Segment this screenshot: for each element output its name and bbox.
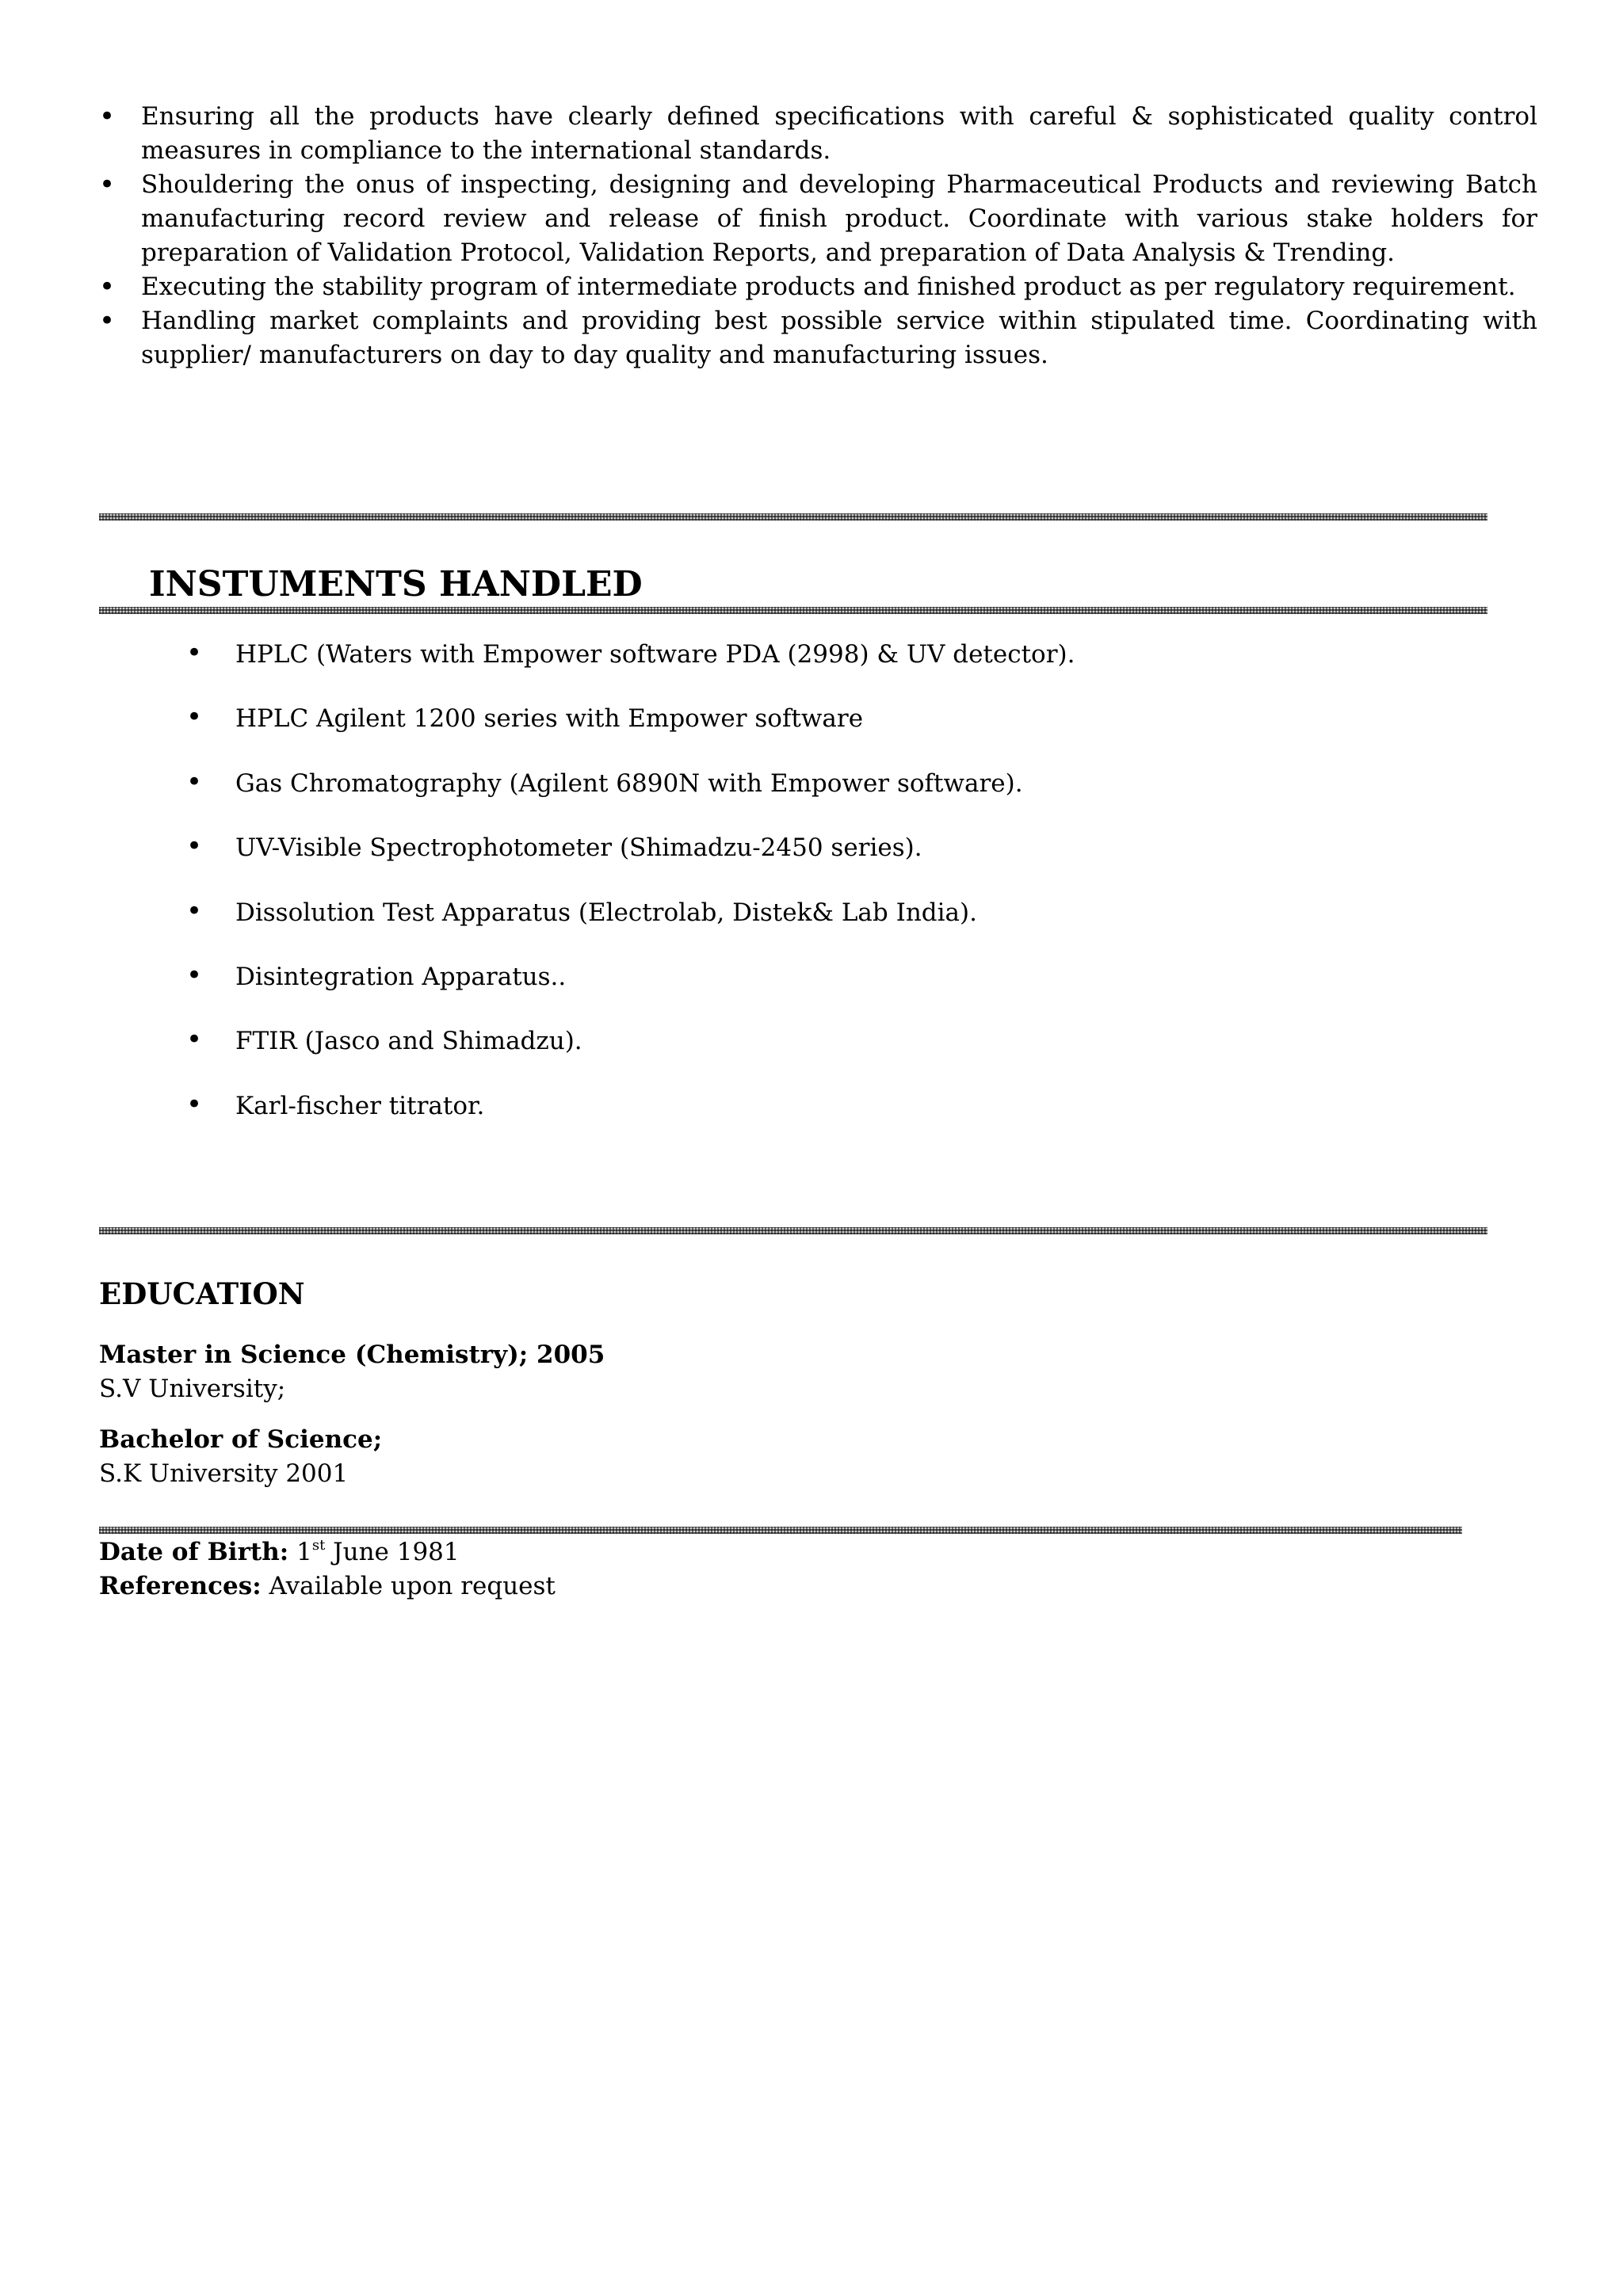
responsibility-text: Ensuring all the products have clearly defined specifications with careful & sophisticated quality control measures in compliance to the international standards. bbox=[141, 102, 1537, 165]
responsibility-text: Shouldering the onus of inspecting, designing and developing Pharmaceutical Products and reviewing Batch manufacturing record review and release of finish product. Coordinate with various stake holders for preparation of Validation Protocol, Validation Reports, and preparation of Data Analysis & Trending. bbox=[141, 170, 1537, 267]
bullet-icon: • bbox=[186, 830, 203, 863]
instrument-text: UV-Visible Spectrophotometer (Shimadzu-2450 series). bbox=[235, 833, 922, 863]
list-item bbox=[99, 100, 1537, 168]
bullet-icon: • bbox=[99, 271, 116, 303]
list-item bbox=[186, 896, 1075, 960]
instrument-text: FTIR (Jasco and Shimadzu). bbox=[235, 1027, 582, 1056]
education-entry bbox=[99, 1423, 382, 1491]
bullet-icon: • bbox=[99, 101, 116, 132]
list-item bbox=[99, 168, 1537, 270]
education-entry bbox=[99, 1338, 605, 1406]
bullet-icon: • bbox=[99, 305, 116, 337]
section-divider bbox=[99, 1227, 1487, 1234]
references-label: References: bbox=[99, 1572, 262, 1600]
list-item bbox=[186, 702, 1075, 766]
list-item bbox=[186, 638, 1075, 702]
degree-title: Master in Science (Chemistry); 2005 bbox=[99, 1341, 605, 1369]
institution-name: S.V University; bbox=[99, 1375, 286, 1403]
list-item bbox=[99, 304, 1537, 372]
instrument-text: Karl-fischer titrator. bbox=[235, 1091, 485, 1120]
section-divider bbox=[99, 1527, 1462, 1534]
dob-rest: June 1981 bbox=[333, 1538, 460, 1566]
instrument-text: HPLC (Waters with Empower software PDA (2998) & UV detector). bbox=[235, 640, 1075, 669]
list-item bbox=[186, 1024, 1075, 1089]
instrument-text: Disintegration Apparatus.. bbox=[235, 962, 567, 991]
bullet-icon: • bbox=[186, 894, 203, 927]
degree-title: Bachelor of Science; bbox=[99, 1425, 383, 1454]
instruments-heading: INSTUMENTS HANDLED bbox=[149, 564, 643, 605]
list-item bbox=[99, 270, 1537, 304]
bullet-icon: • bbox=[186, 959, 203, 991]
personal-info bbox=[99, 1535, 556, 1604]
references bbox=[99, 1569, 556, 1604]
date-of-birth bbox=[99, 1535, 556, 1569]
list-item bbox=[186, 831, 1075, 895]
section-divider bbox=[99, 607, 1487, 614]
instrument-text: Dissolution Test Apparatus (Electrolab, Distek& Lab India). bbox=[235, 898, 977, 927]
list-item bbox=[186, 767, 1075, 831]
bullet-icon: • bbox=[186, 1088, 203, 1120]
dob-label: Date of Birth: bbox=[99, 1538, 289, 1566]
education-heading: EDUCATION bbox=[99, 1276, 305, 1311]
list-item bbox=[186, 1089, 1075, 1154]
section-divider bbox=[99, 513, 1487, 521]
dob-day: 1 bbox=[296, 1538, 312, 1566]
bullet-icon: • bbox=[186, 637, 203, 669]
bullet-icon: • bbox=[186, 1024, 203, 1056]
dob-suffix: st bbox=[311, 1537, 326, 1554]
bullet-icon: • bbox=[186, 701, 203, 734]
instruments-list bbox=[186, 638, 1075, 1154]
institution-name: S.K University 2001 bbox=[99, 1459, 349, 1488]
bullet-icon: • bbox=[99, 169, 116, 200]
responsibility-text: Executing the stability program of intermediate products and finished product as per regulatory requirement. bbox=[141, 273, 1516, 301]
bullet-icon: • bbox=[186, 765, 203, 798]
responsibilities-list bbox=[99, 100, 1537, 372]
list-item bbox=[186, 960, 1075, 1024]
instrument-text: Gas Chromatography (Agilent 6890N with Empower software). bbox=[235, 769, 1023, 798]
responsibility-text: Handling market complaints and providing best possible service within stipulated time. Coordinating with supplier/ manufacturers on day to day quality and manufacturing issues. bbox=[141, 307, 1537, 369]
instrument-text: HPLC Agilent 1200 series with Empower software bbox=[235, 704, 864, 734]
references-value: Available upon request bbox=[269, 1572, 556, 1600]
